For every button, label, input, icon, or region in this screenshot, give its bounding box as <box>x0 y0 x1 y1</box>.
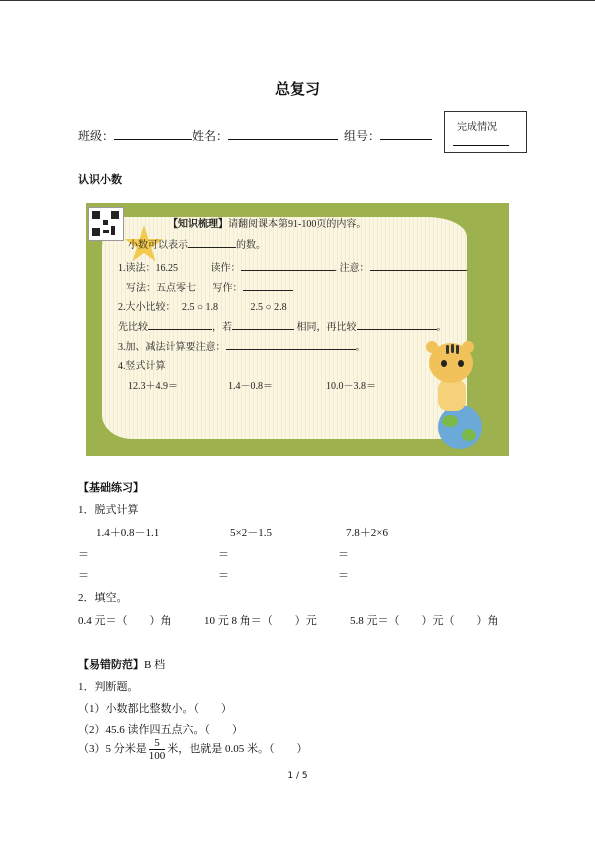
student-info-line <box>78 127 432 144</box>
tiger-stripe <box>456 345 459 354</box>
completion-label: 完成情况 <box>457 122 497 133</box>
vertical-calc-1: 12.3＋4.9＝ <box>128 381 178 392</box>
card-line1 <box>128 236 266 251</box>
name-label: 姓名： <box>192 129 229 143</box>
page-number: 1 / 5 <box>287 771 308 781</box>
card-item2 <box>118 298 287 313</box>
tiger-stripe <box>451 344 454 353</box>
card-item2-a: 2.大小比较： <box>118 302 176 313</box>
card-item1-e: 写法：五点零七 <box>126 283 196 294</box>
card-item1-d: . <box>465 263 468 274</box>
card-item2-e: ，若 <box>212 322 232 333</box>
card-item1-c: . 注意： <box>334 263 370 274</box>
compare-blank-1[interactable] <box>148 319 212 330</box>
card-item2-rule <box>118 318 447 333</box>
card-item1-f: 写作： <box>212 283 243 294</box>
card-item1-a: 1.读法：16.25 <box>118 263 178 274</box>
eq-sign: ＝ <box>338 570 349 582</box>
card-item1-b: 读作： <box>210 263 241 274</box>
write-blank[interactable] <box>243 280 293 291</box>
tiger-body <box>438 379 466 411</box>
card-item3-b: 。 <box>355 342 366 353</box>
note-blank[interactable] <box>370 260 466 271</box>
card-intro <box>168 215 366 230</box>
card-item3-a: 3.加、减法计算要注意： <box>118 342 226 353</box>
top-border <box>0 0 595 1</box>
judge-1: （1）小数都比整数小。（ ） <box>78 703 232 715</box>
eq-sign: ＝ <box>338 549 349 561</box>
mistake-level: B 档 <box>144 659 166 671</box>
eq-sign: ＝ <box>78 570 89 582</box>
read-blank[interactable] <box>241 260 335 271</box>
card-item2-f: 相同，再比较 <box>296 322 357 333</box>
group-blank[interactable] <box>380 127 432 140</box>
basic-q2: 2．填空。 <box>78 592 128 604</box>
expr-3: 7.8＋2×6 <box>346 527 388 539</box>
class-blank[interactable] <box>114 127 192 140</box>
section-heading: 认识小数 <box>78 173 122 186</box>
judge-2: （2）45.6 读作四五点六。（ ） <box>78 724 243 736</box>
basic-heading: 【基础练习】 <box>78 481 144 494</box>
mistake-q1: 1．判断题。 <box>78 681 139 693</box>
card-item2-g: 。 <box>436 322 447 333</box>
expr-2: 5×2－1.5 <box>230 527 272 539</box>
eq-sign: ＝ <box>78 549 89 561</box>
group-label: 组号： <box>344 129 381 143</box>
knowledge-card <box>86 203 509 456</box>
card-item1-write <box>126 279 293 294</box>
name-blank[interactable] <box>228 127 338 140</box>
judge-3-a: （3）5 分米是 <box>78 743 147 756</box>
class-label: 班级： <box>78 129 115 143</box>
judge-3-b: 米，也就是 0.05 米。（ ） <box>167 743 308 756</box>
card-item2-d: 先比较 <box>118 322 148 333</box>
fraction-numerator: 5 <box>149 737 166 750</box>
tiger-stripe <box>446 345 449 354</box>
card-item4: 4.竖式计算 <box>118 361 166 372</box>
compare-blank-3[interactable] <box>357 319 437 330</box>
expr-1: 1.4＋0.8－1.1 <box>96 527 160 539</box>
fill-3: 5.8 元＝（ ）元（ ）角 <box>350 615 499 627</box>
tiger-eye-right <box>458 360 464 367</box>
card-item2-b: 2.5 ○ 1.8 <box>182 302 219 313</box>
eq-sign: ＝ <box>218 570 229 582</box>
mistake-heading: 【易错防范】 <box>78 658 144 671</box>
fill-1: 0.4 元＝（ ）角 <box>78 615 172 627</box>
fraction-denominator: 100 <box>148 750 166 762</box>
card-line1-b: 的数。 <box>236 240 266 251</box>
eq-sign: ＝ <box>218 549 229 561</box>
vertical-calc-2: 1.4－0.8＝ <box>228 381 273 392</box>
card-item3 <box>118 338 366 353</box>
completion-blank[interactable] <box>453 145 509 146</box>
mistake-heading-line <box>78 656 165 672</box>
calc-note-blank[interactable] <box>226 339 356 350</box>
globe-icon <box>438 405 482 449</box>
fraction <box>149 737 166 762</box>
tiger-eye-left <box>441 360 447 367</box>
card-line1-a: 小数可以表示 <box>128 240 188 251</box>
page-title: 总复习 <box>274 80 320 98</box>
card-line1-blank[interactable] <box>188 237 236 248</box>
compare-blank-2[interactable] <box>232 319 294 330</box>
judge-3 <box>78 737 308 762</box>
card-item1 <box>118 259 468 274</box>
card-item2-c: 2.5 ○ 2.8 <box>250 302 287 313</box>
fill-2: 10 元 8 角＝（ ）元 <box>204 615 317 627</box>
card-intro-text: 请翻阅课本第91-100页的内容。 <box>228 219 367 230</box>
qr-code-icon <box>88 207 124 241</box>
card-intro-tag: 【知识梳理】 <box>168 219 228 230</box>
basic-q1: 1．脱式计算 <box>78 504 139 516</box>
vertical-calc-3: 10.0－3.8＝ <box>326 381 376 392</box>
